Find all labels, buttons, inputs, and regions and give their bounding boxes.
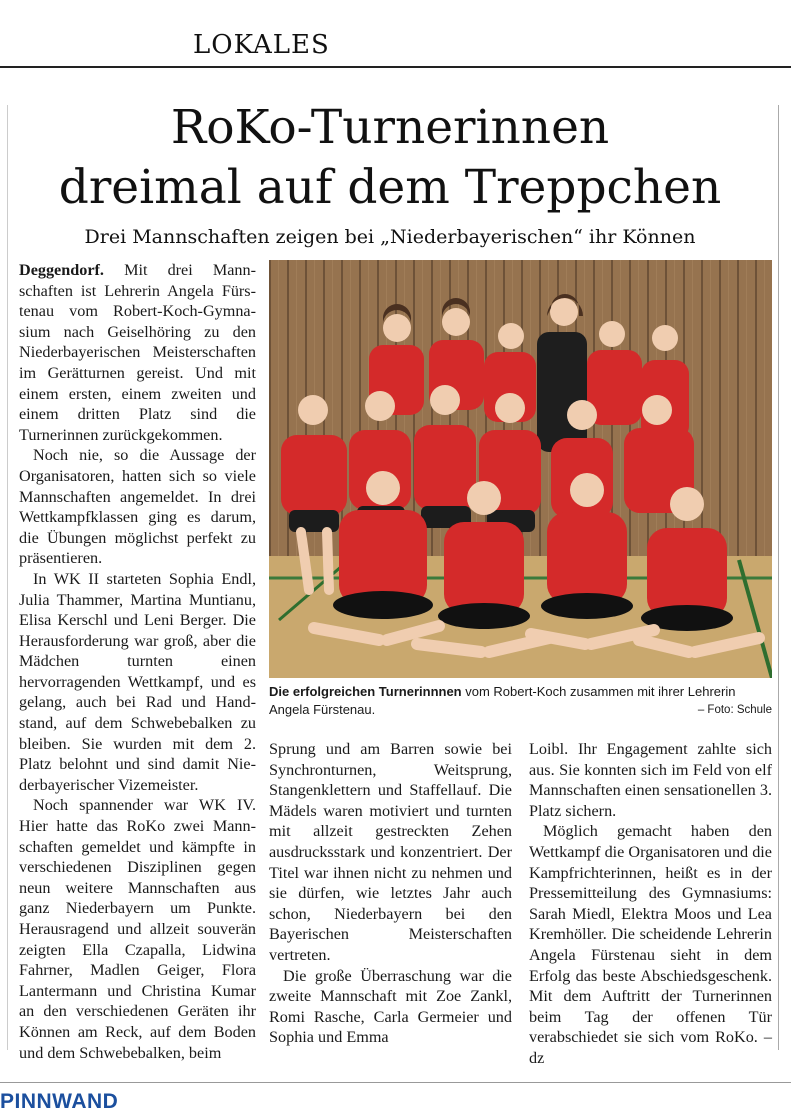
footer-rule (0, 1082, 791, 1083)
header-rule (0, 66, 791, 68)
paragraph-text: Mit drei Mannschaften ist Lehrerin Angela Fürstenau vom Robert-Koch-Gymnasium nach Geiselhöring zu den Niederbayerischen Meisterschaften im Gerätturnen gereist. Und mit einem ersten, einem zweiten und einem dritten Platz sind die Turnerinnen zurückgekommen. (19, 261, 256, 444)
paragraph: In WK II starteten Sophia Endl, Julia Thammer, Martina Muntianu, Elisa Kerschl und Leni Berger. Die Herausforderung war groß, aber die Mädchen turnten einen hervorragenden Wettkampf, und es gelang, auch bei Rad und Handstand, auf dem Schwebebalken zu bleiben. Sie wurden mit dem 2. Platz belohnt und sind damit Niederbayerischer Vizemeister. (19, 569, 256, 794)
subheadline: Drei Mannschaften zeigen bei „Niederbayerischen“ ihr Können (84, 226, 696, 248)
headline-line-2: dreimal auf dem Treppchen (58, 160, 722, 215)
team-photo (269, 260, 772, 678)
article-column-3 (529, 739, 772, 1069)
headline (0, 98, 780, 218)
paragraph: Loibl. Ihr Engagement zahlte sich aus. Sie konnten sich im Feld von elf Mannschaften einen sensationellen 3. Platz sichern. (529, 740, 772, 820)
photo-caption (269, 683, 772, 719)
photo-credit: – Foto: Schule (697, 704, 772, 716)
paragraph: Die große Überraschung war die zweite Mannschaft mit Zoe Zankl, Romi Rasche, Carla Germeier und Sophia und Emma (269, 966, 512, 1047)
paragraph: Noch nie, so die Aussage der Organisatoren, hatten sich so viele Mannschaften angemeldet. In drei Wettkampfklassen ging es darum, die Übungen möglichst perfekt zu präsentieren. (19, 446, 256, 568)
paragraph: Möglich gemacht haben den Wettkampf die Organisatoren und die Kampfrichterinnen, heißt es in der Pressemitteilung des Gymnasiums: Sarah Miedl, Elektra Moos und Lea Kremhöller. Die scheidende Lehrerin Angela Fürstenau sieht in dem Erfolg das beste Abschiedsgeschenk. Mit dem Auftritt der Turnerinnen beim Tag der offenen Tür verabschiedet sie sich vom RoKo. – dz (529, 822, 772, 1067)
caption-bold: Die erfolgreichen Turnerinnnen (269, 684, 462, 699)
paragraph: Sprung und am Barren sowie bei Synchronturnen, Weitsprung, Stangenklettern und Staffellauf. Die Mädels waren motiviert und turnten mit allzeit gestreckten Zehen ausdrucksstark und konzentriert. Der Titel war ihnen nicht zu nehmen und sie dürfen, wie letztes Jahr auch schon, Niederbayern bei den Bayerischen Meisterschaften vertreten. (269, 740, 512, 964)
article-column-1 (19, 260, 256, 1063)
section-label: LOKALES (193, 30, 330, 60)
caption-text: vom Robert-Koch zusammen mit ihrer Lehrerin Angela Fürstenau. (269, 684, 736, 717)
paragraph (19, 260, 256, 445)
paragraph: Noch spannender war WK IV. Hier hatte das RoKo zwei Mannschaften gemeldet und kämpfte in verschiedenen Disziplinen gegen neun weitere Mannschaften aus ganz Niederbayern um Punkte. Herausragend und allzeit souverän zeigten Ella Czapalla, Lidwina Fahrner, Madlen Geiger, Flora Lantermann und Christina Kumar an den verschiedenen Geräten ihr Können am Reck, auf dem Boden und dem Schwebebalken, beim (19, 796, 256, 1062)
team-photo-image (269, 260, 772, 678)
article-column-2 (269, 739, 512, 1048)
next-section-label: PINNWAND (0, 1090, 119, 1113)
dateline: Deggendorf. (19, 261, 104, 279)
headline-line-1: RoKo-Turnerinnen (170, 100, 610, 155)
